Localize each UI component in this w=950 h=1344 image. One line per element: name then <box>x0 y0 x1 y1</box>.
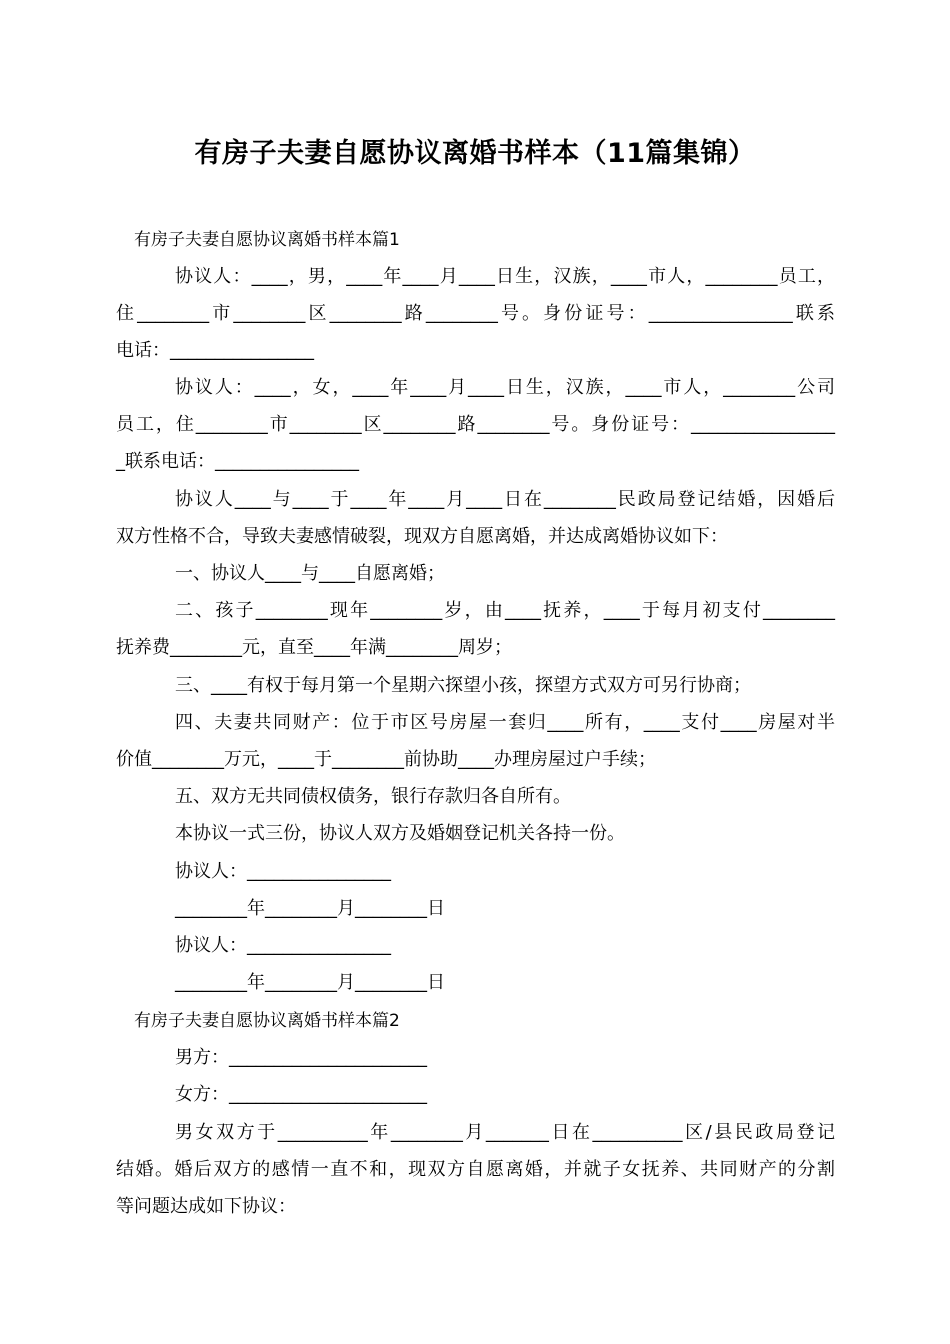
paragraph-line: 抚养费________元，直至____年满________周岁； <box>116 637 512 658</box>
paragraph-line: 男女双方于__________年________月_______日在__________区/县民政局登记 <box>175 1122 835 1143</box>
party-line: 男方：______________________ <box>175 1047 427 1068</box>
signature-line: 协议人：________________ <box>175 935 391 956</box>
section-heading: 有房子夫妻自愿协议离婚书样本篇2 <box>134 1011 400 1031</box>
party-line: 女方：______________________ <box>175 1084 427 1105</box>
paragraph-line: 结婚。婚后双方的感情一直不和，现双方自愿离婚，并就子女抚养、共同财产的分割 <box>116 1159 835 1180</box>
paragraph-line: 价值________万元，____于________前协助____办理房屋过户手续； <box>116 749 656 770</box>
paragraph-line: 协议人：____，男，____年____月____日生，汉族，____市人，________员工， <box>175 266 835 287</box>
paragraph-line: 四、夫妻共同财产：位于市区号房屋一套归____所有，____支付____房屋对半 <box>175 712 835 733</box>
signature-line: 协议人：________________ <box>175 861 391 882</box>
paragraph-line: 协议人____与____于____年____月____日在________民政局登记结婚，因婚后 <box>175 489 835 510</box>
paragraph-line: 员工，住________市________区________路________号。身份证号：________________ <box>116 414 835 435</box>
date-line: ________年________月________日 <box>175 898 445 919</box>
date-line: ________年________月________日 <box>175 972 445 993</box>
paragraph-line: 三、____有权于每月第一个星期六探望小孩，探望方式双方可另行协商； <box>175 675 751 696</box>
paragraph-line: 双方性格不合，导致夫妻感情破裂，现双方自愿离婚，并达成离婚协议如下： <box>116 526 728 547</box>
paragraph-line: 等问题达成如下协议： <box>116 1196 296 1217</box>
paragraph-line: 一、协议人____与____自愿离婚； <box>175 563 445 584</box>
paragraph-line: 住________市________区________路________号。身份证号：________________联系 <box>116 303 835 324</box>
paragraph-line: 二、孩子________现年________岁，由____抚养，____于每月初支付________ <box>175 600 835 621</box>
paragraph-line: 电话：________________ <box>116 340 314 361</box>
paragraph-line: 本协议一式三份，协议人双方及婚姻登记机关各持一份。 <box>175 823 625 844</box>
paragraph-line: 五、双方无共同债权债务，银行存款归各自所有。 <box>175 786 571 807</box>
paragraph-line: _联系电话：________________ <box>116 451 359 472</box>
document-title: 有房子夫妻自愿协议离婚书样本（11篇集锦） <box>194 138 756 169</box>
paragraph-line: 协议人：____，女，____年____月____日生，汉族，____市人，________公司 <box>175 377 835 398</box>
section-heading: 有房子夫妻自愿协议离婚书样本篇1 <box>134 230 400 250</box>
